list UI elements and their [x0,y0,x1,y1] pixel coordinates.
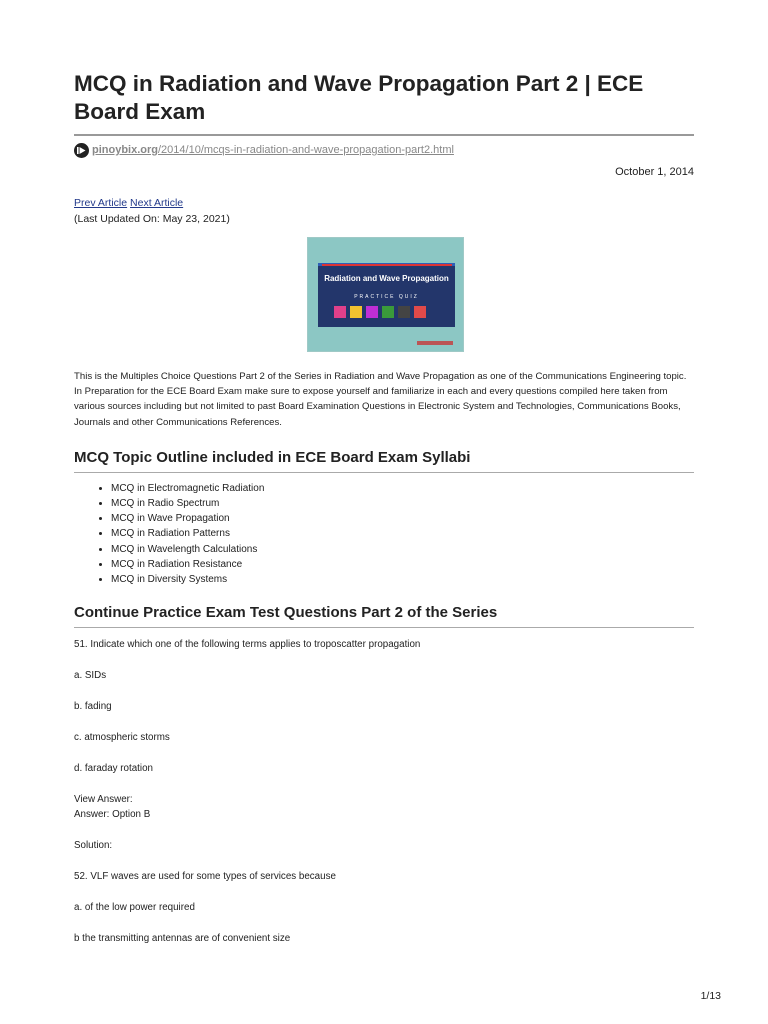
source-domain-link[interactable]: pinoybix.org [92,144,158,156]
option-a: a. of the low power required [74,902,195,914]
next-article-link[interactable]: Next Article [130,197,184,209]
outline-heading: MCQ Topic Outline included in ECE Board Exam Syllabi [74,448,471,466]
hero-image-container [74,237,694,352]
hero-banner [318,263,455,327]
option-b: b. fading [74,701,112,713]
question-51: 51. Indicate which one of the following terms applies to troposcatter propagation [74,639,421,651]
source-line [74,143,694,157]
hero-tile-icon [366,306,378,318]
intro-paragraph: This is the Multiples Choice Questions Part 2 of the Series in Radiation and Wave Propagation as one of the Communications Engineering topic. In Preparation for the ECE Board Exam make sure to expose yourself and familiarize in each and every questions compiled here taken from various sources including but not limited to past Board Examination Questions in Electronic System and Technologies, Communications Books, Journals and other Communications References. [74,371,687,428]
question-52: 52. VLF waves are used for some types of services because [74,871,336,883]
hero-subtitle: PRACTICE QUIZ [354,294,419,300]
title-divider [74,134,694,136]
hero-tile-icon [382,306,394,318]
outline-divider [74,472,694,473]
hero-image [307,237,464,352]
hero-social-icons [417,341,453,345]
pinoybix-logo-icon [74,143,89,158]
list-item: • MCQ in Radio Spectrum [111,496,694,511]
hero-tile-icon [350,306,362,318]
practice-heading: Continue Practice Exam Test Questions Part 2 of the Series [74,604,498,622]
option-d: d. faraday rotation [74,763,153,775]
article-nav [74,197,694,211]
list-item: • MCQ in Radiation Resistance [111,557,694,572]
list-item: • MCQ in Electromagnetic Radiation [111,481,694,496]
hero-tile-icon [334,306,346,318]
hero-tile-icon [414,306,426,318]
hero-tile-icon [398,306,410,318]
answer-text: Answer: Option B [74,809,151,821]
option-a: a. SIDs [74,670,107,682]
source-path-link[interactable]: /2014/10/mcqs-in-radiation-and-wave-propagation-part2.html [158,144,454,156]
topic-list [74,481,694,587]
practice-divider [74,627,694,628]
prev-article-link[interactable]: Prev Article [74,197,128,209]
last-updated: (Last Updated On: May 23, 2021) [74,213,230,225]
list-item: • MCQ in Radiation Patterns [111,526,694,541]
list-item: • MCQ in Diversity Systems [111,572,694,587]
hero-icon-row [334,306,426,318]
hero-title: Radiation and Wave Propagation [324,274,449,283]
page-number: 1/13 [700,990,721,1002]
page-title: MCQ in Radiation and Wave Propagation Part 2 | ECE Board Exam [74,71,644,124]
article [74,0,694,946]
solution-label: Solution: [74,840,113,852]
list-item: • MCQ in Wave Propagation [111,511,694,526]
option-b: b the transmitting antennas are of convenient size [74,933,291,945]
publish-date: October 1, 2014 [615,166,694,178]
play-icon [76,145,87,156]
option-c: c. atmospheric storms [74,732,170,744]
view-answer-toggle[interactable]: View Answer: [74,794,133,806]
list-item: • MCQ in Wavelength Calculations [111,542,694,557]
